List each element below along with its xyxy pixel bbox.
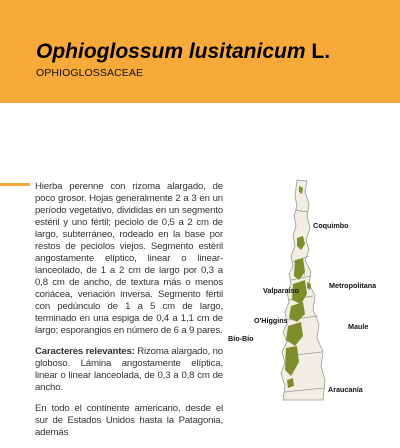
family-name: OPHIOGLOSSACEAE bbox=[36, 67, 144, 79]
description-text bbox=[35, 181, 223, 448]
map-label-valparaiso: Valparaíso bbox=[263, 286, 299, 295]
species-name: Ophioglossum lusitanicum bbox=[36, 40, 306, 63]
relevant-characters-label: Caracteres relevantes: bbox=[35, 346, 135, 357]
map-label-araucania: Araucanía bbox=[328, 385, 363, 394]
map-label-ohiggins: O'Higgins bbox=[254, 316, 288, 325]
map-label-coquimbo: Coquimbo bbox=[313, 221, 349, 230]
distribution-map bbox=[225, 180, 400, 400]
relevant-characters-text: Rizoma alargado, no globoso. Lámina angostamente elíptica, linear o linear lanceolada, de 0,3 a 0,8 cm de ancho. bbox=[35, 346, 223, 393]
map-label-metropolitana: Metropolitana bbox=[329, 281, 377, 290]
section-accent-bar bbox=[0, 183, 30, 186]
distribution-paragraph: En todo el continente americano, desde el sur de Estados Unidos hasta la Patagonia, además bbox=[35, 403, 223, 438]
map-label-biobio: Bío-Bío bbox=[228, 334, 254, 343]
species-author: L. bbox=[311, 40, 331, 63]
species-title bbox=[36, 40, 330, 64]
map-label-maule: Maule bbox=[348, 322, 369, 331]
morphology-paragraph: Hierba perenne con rizoma alargado, de poco grosor. Hojas generalmente 2 a 3 en un período vegetativo, divididas en un segmento estéril y uno fértil; peciolo de 0,5 a 2 cm de largo, subterráneo, rodeado en la base por restos de peciolos viejos. Segmento estéril angostamente elíptico, linear o linear-lanceolado, de 1 a 2 cm de largo por 0,3 a 0,8 cm de ancho, de textura más o menos coriácea, venación inversa. Segmento fértil con pedúnculo de 1 a 5 cm de largo, terminado en una espiga de 0,4 a 1,1 cm de largo; esporangios en número de 6 a 9 pares. bbox=[35, 181, 223, 336]
species-header-band bbox=[0, 0, 400, 103]
relevant-characters-paragraph bbox=[35, 346, 223, 394]
